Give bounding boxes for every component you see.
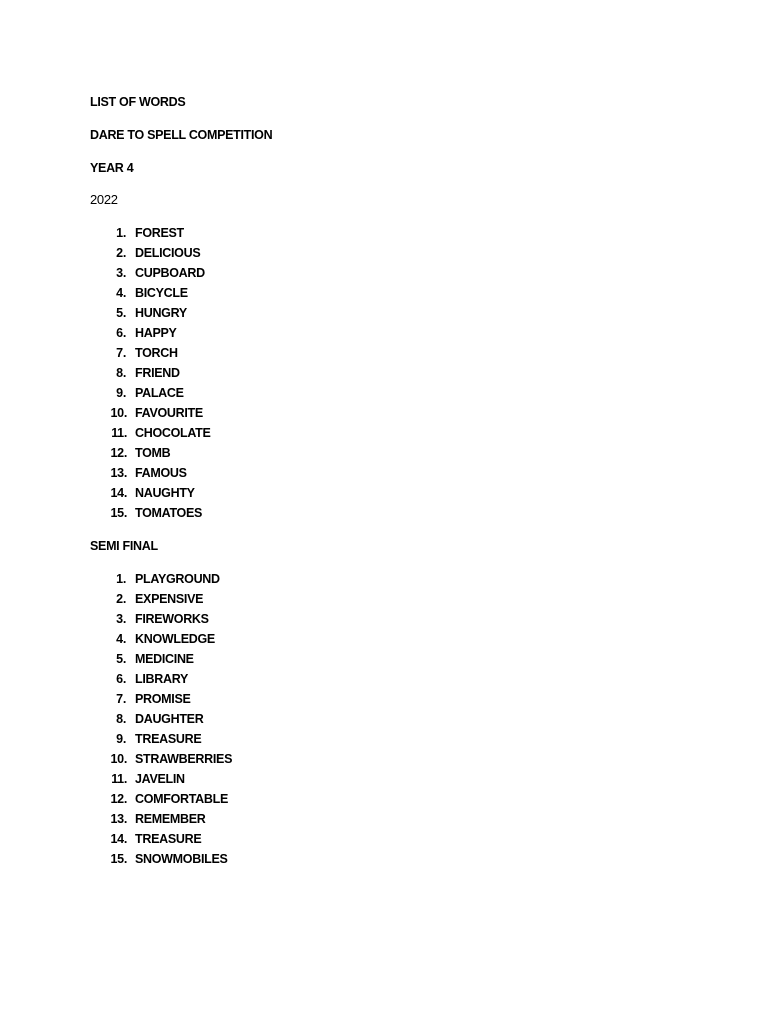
- list-item-word: TREASURE: [135, 732, 202, 746]
- list-item-word: SNOWMOBILES: [135, 852, 228, 866]
- list-item-number: 8.: [116, 712, 126, 726]
- list-item-number: 1.: [116, 572, 126, 586]
- list-item-number: 9.: [116, 386, 126, 400]
- list-item-word: DAUGHTER: [135, 712, 204, 726]
- semi-final-heading: SEMI FINAL: [90, 539, 158, 553]
- list-item-number: 5.: [116, 652, 126, 666]
- list-item-number: 4.: [116, 286, 126, 300]
- list-item-number: 2.: [116, 246, 126, 260]
- list-item-word: KNOWLEDGE: [135, 632, 215, 646]
- list-item-word: FAMOUS: [135, 466, 187, 480]
- list-item-number: 6.: [116, 672, 126, 686]
- list-item-word: NAUGHTY: [135, 486, 195, 500]
- list-item-word: TOMATOES: [135, 506, 203, 520]
- list-item-word: PLAYGROUND: [135, 572, 220, 586]
- list-item-word: DELICIOUS: [135, 246, 201, 260]
- list-item-word: TOMB: [135, 446, 171, 460]
- list-item-word: CHOCOLATE: [135, 426, 211, 440]
- list-item-word: REMEMBER: [135, 812, 206, 826]
- list-item-word: CUPBOARD: [135, 266, 205, 280]
- list-item-number: 5.: [116, 306, 126, 320]
- competition-name: DARE TO SPELL COMPETITION: [90, 128, 273, 142]
- list-item-number: 13.: [110, 466, 127, 480]
- list-item-number: 4.: [116, 632, 126, 646]
- list-item-number: 10.: [110, 752, 127, 766]
- list-item-number: 11.: [111, 426, 127, 440]
- list-item-word: TORCH: [135, 346, 178, 360]
- year-group: YEAR 4: [90, 161, 134, 175]
- list-item-number: 6.: [116, 326, 126, 340]
- list-item-number: 2.: [116, 592, 126, 606]
- list-item-number: 10.: [110, 406, 127, 420]
- year-label: 2022: [90, 192, 118, 207]
- list-item-word: PROMISE: [135, 692, 191, 706]
- list-item-word: MEDICINE: [135, 652, 194, 666]
- list-item-word: JAVELIN: [135, 772, 185, 786]
- list-item-number: 7.: [116, 692, 126, 706]
- list-item-word: EXPENSIVE: [135, 592, 204, 606]
- list-item-number: 14.: [110, 486, 127, 500]
- list-item-number: 13.: [110, 812, 127, 826]
- list-item-word: PALACE: [135, 386, 184, 400]
- list-item-number: 12.: [110, 446, 127, 460]
- list-item-word: COMFORTABLE: [135, 792, 228, 806]
- list-item-word: LIBRARY: [135, 672, 188, 686]
- list-item-number: 3.: [116, 266, 126, 280]
- list-item-word: TREASURE: [135, 832, 202, 846]
- list-item-number: 8.: [116, 366, 126, 380]
- list-item-number: 12.: [110, 792, 127, 806]
- list-item-word: FAVOURITE: [135, 406, 203, 420]
- list-item-word: FRIEND: [135, 366, 180, 380]
- list-item-number: 7.: [116, 346, 126, 360]
- list-item-number: 9.: [116, 732, 126, 746]
- list-item-number: 3.: [116, 612, 126, 626]
- document-title: LIST OF WORDS: [90, 95, 186, 109]
- list-item-word: FIREWORKS: [135, 612, 209, 626]
- list-item-word: BICYCLE: [135, 286, 188, 300]
- list-item-number: 11.: [111, 772, 127, 786]
- list-item-word: HAPPY: [135, 326, 177, 340]
- list-item-word: FOREST: [135, 226, 184, 240]
- list-item-word: HUNGRY: [135, 306, 187, 320]
- list-item-word: STRAWBERRIES: [135, 752, 233, 766]
- list-item-number: 15.: [110, 506, 127, 520]
- list-item-number: 14.: [110, 832, 127, 846]
- list-item-number: 15.: [110, 852, 127, 866]
- list-item-number: 1.: [116, 226, 126, 240]
